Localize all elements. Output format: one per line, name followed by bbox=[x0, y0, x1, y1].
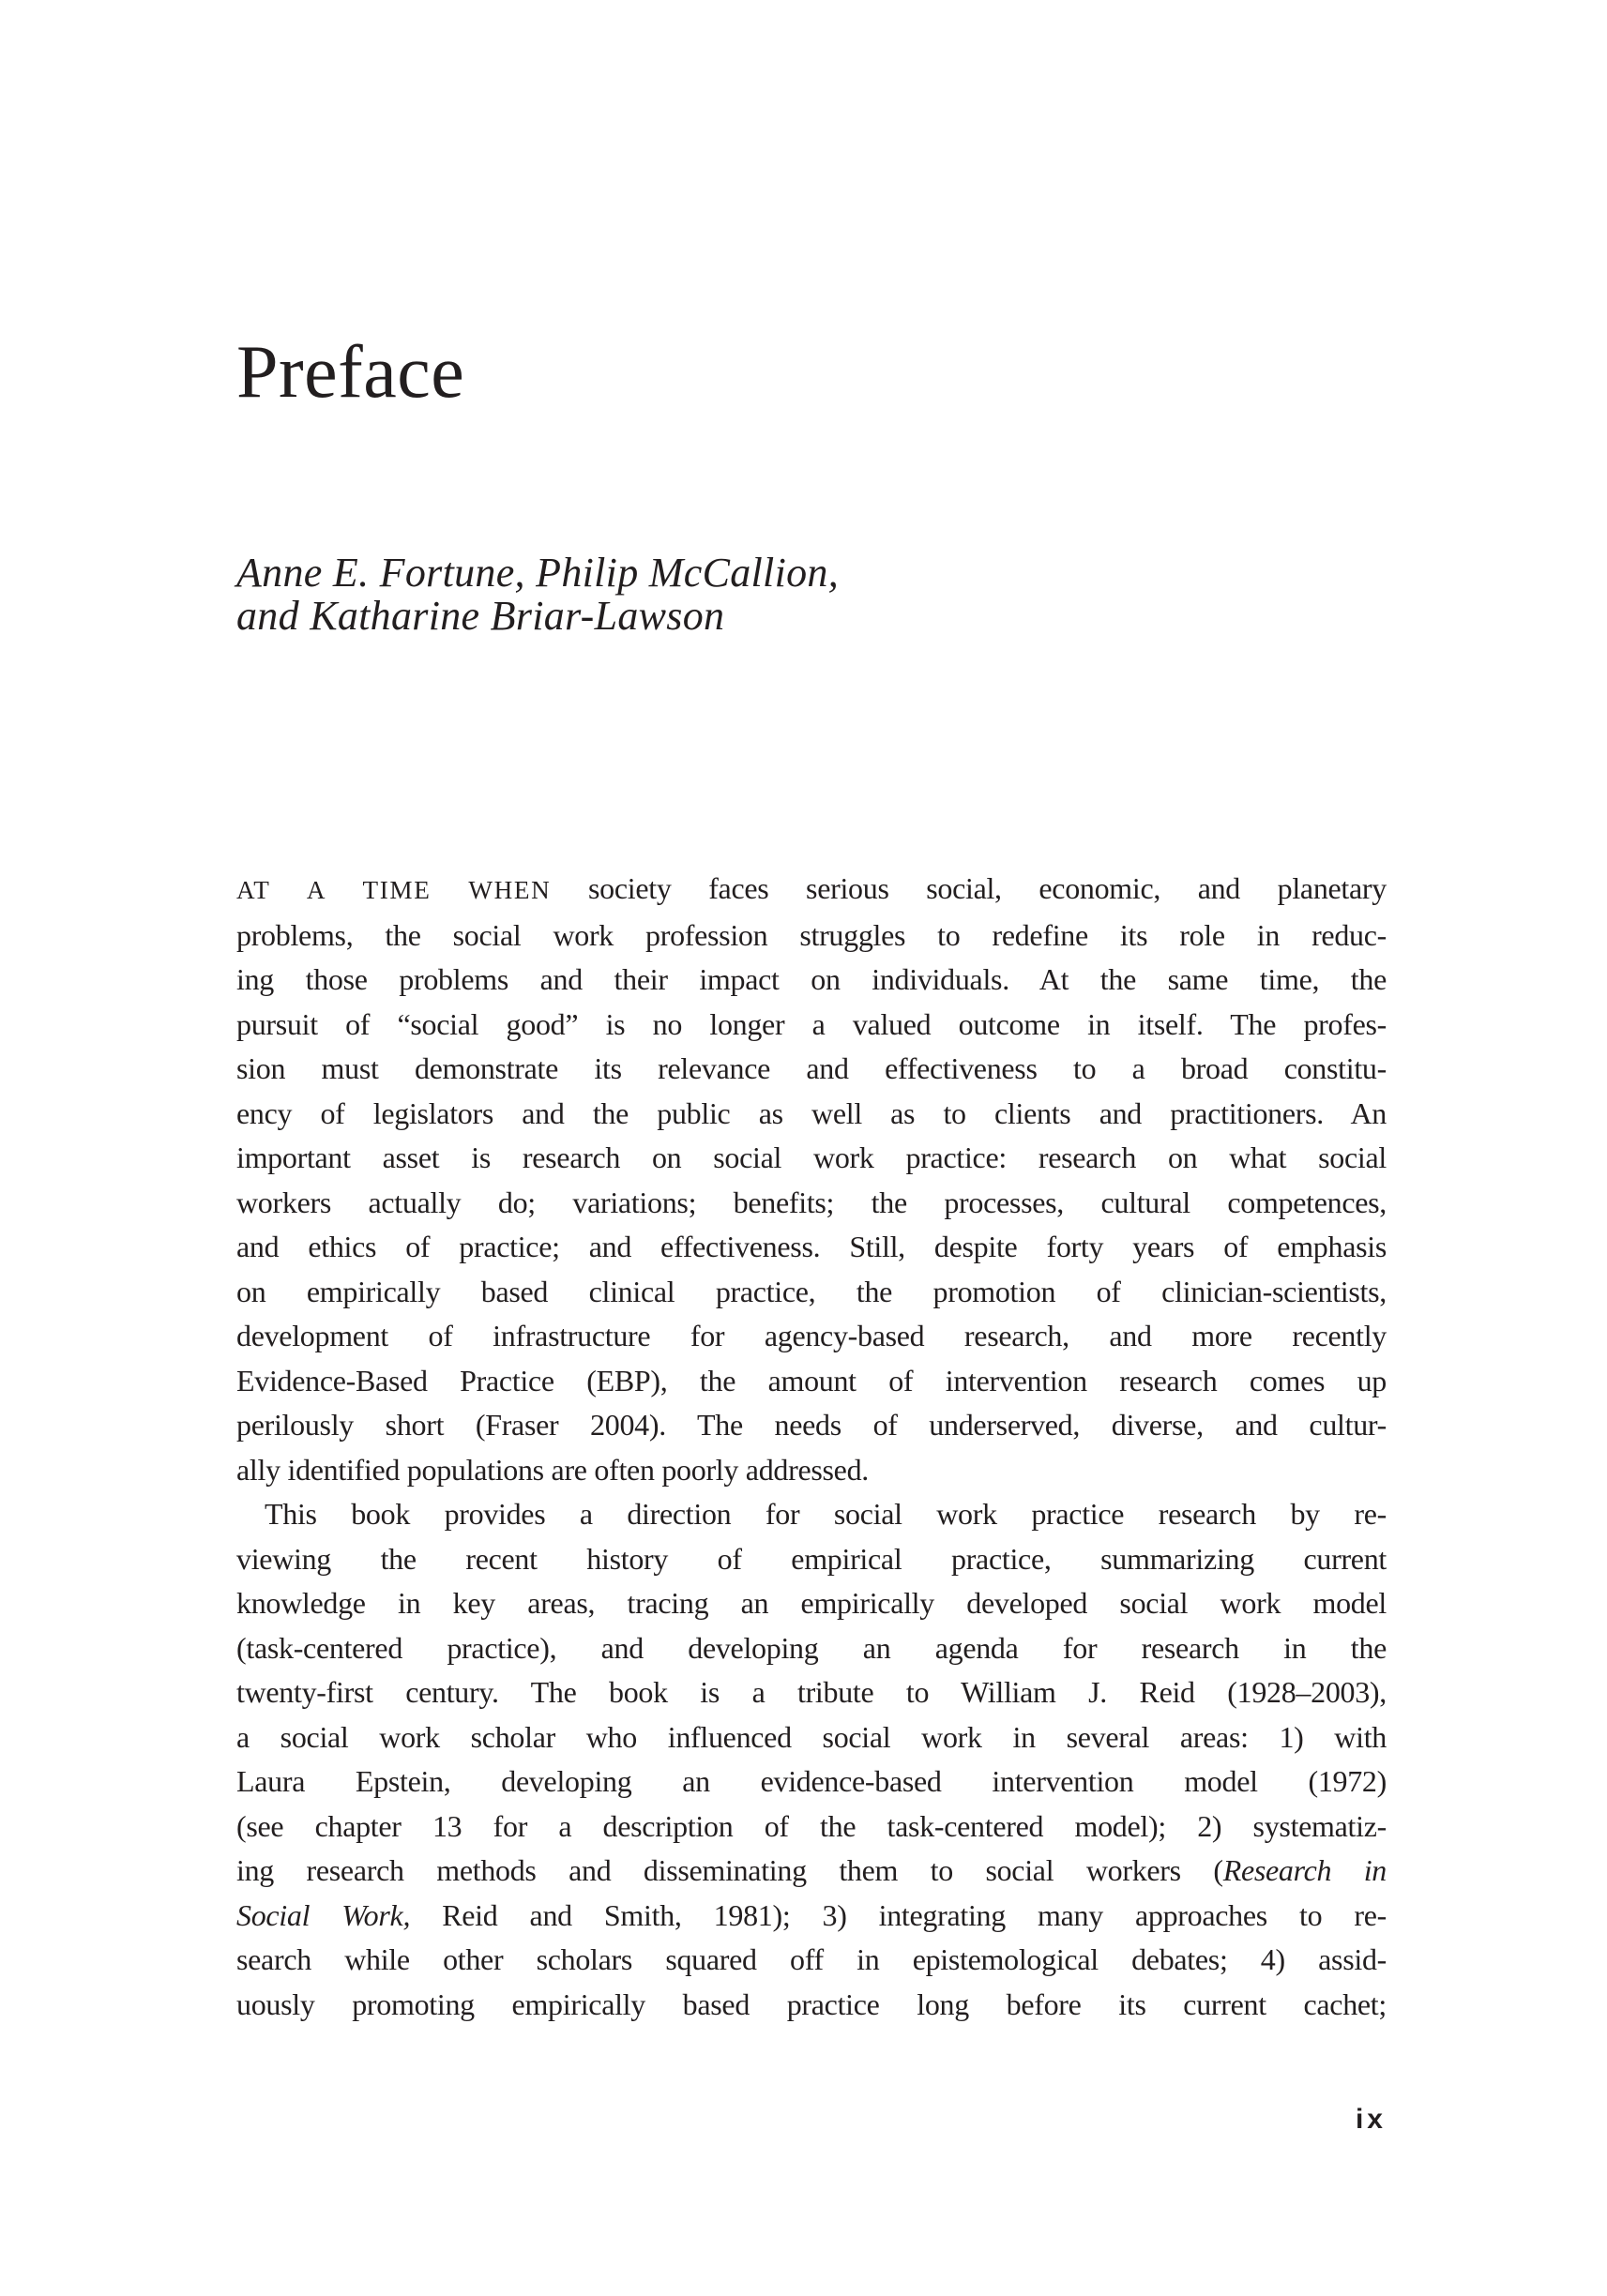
small-caps-lead: AT A TIME WHEN bbox=[236, 876, 552, 904]
text-line: twenty-first century. The book is a tribute to William J. Reid (1928–2003), bbox=[236, 1675, 1387, 1709]
text-line: pursuit of “social good” is no longer a valued outcome in itself. The profes- bbox=[236, 1006, 1387, 1041]
authors-block bbox=[236, 551, 839, 638]
text-line: sion must demonstrate its relevance and effectiveness to a broad constitu- bbox=[236, 1051, 1387, 1085]
text-line: problems, the social work profession struggles to redefine its role in reduc- bbox=[236, 917, 1387, 952]
text-line: viewing the recent history of empirical practice, summarizing current bbox=[236, 1541, 1387, 1576]
author-line: Anne E. Fortune, Philip McCallion, bbox=[236, 550, 839, 596]
text-line: ing those problems and their impact on individuals. At the same time, the bbox=[236, 962, 1387, 996]
body-text bbox=[236, 867, 1387, 2027]
italic-text: Research in bbox=[1222, 1853, 1387, 1887]
page-number: ix bbox=[1355, 2104, 1387, 2135]
author-line: and Katharine Briar-Lawson bbox=[236, 593, 725, 639]
text-line: Social Work, Reid and Smith, 1981); 3) integrating many approaches to re- bbox=[236, 1897, 1387, 1932]
text-line: This book provides a direction for social work practice research by re- bbox=[265, 1497, 1387, 1531]
text-line: uously promoting empirically based practice long before its current cachet; bbox=[236, 1986, 1387, 2021]
text-line: Laura Epstein, developing an evidence-based intervention model (1972) bbox=[236, 1764, 1387, 1798]
text-line: on empirically based clinical practice, the promotion of clinician-scientists, bbox=[236, 1274, 1387, 1308]
paragraph bbox=[236, 867, 1387, 1492]
text-line: ally identified populations are often poorly addressed. bbox=[236, 1452, 869, 1487]
paragraph bbox=[236, 1492, 1387, 2027]
text-line: workers actually do; variations; benefits; the processes, cultural competences, bbox=[236, 1185, 1387, 1219]
text-line: important asset is research on social work practice: research on what social bbox=[236, 1140, 1387, 1174]
text-line: (see chapter 13 for a description of the task-centered model); 2) systematiz- bbox=[236, 1808, 1387, 1843]
text-line: ency of legislators and the public as well as to clients and practitioners. An bbox=[236, 1095, 1387, 1130]
text-line: knowledge in key areas, tracing an empirically developed social work model bbox=[236, 1586, 1387, 1620]
text-line: (task-centered practice), and developing an agenda for research in the bbox=[236, 1630, 1387, 1665]
page-title: Preface bbox=[236, 331, 465, 414]
text-line: Evidence-Based Practice (EBP), the amount of intervention research comes up bbox=[236, 1363, 1387, 1397]
italic-text: Social Work, bbox=[236, 1897, 411, 1932]
text-line: a social work scholar who influenced social work in several areas: 1) with bbox=[236, 1719, 1387, 1754]
text-line: ing research methods and disseminating them to social workers (Research in bbox=[236, 1853, 1387, 1887]
text-line: perilously short (Fraser 2004). The needs of underserved, diverse, and cultur- bbox=[236, 1408, 1387, 1442]
text-line: search while other scholars squared off in epistemological debates; 4) assid- bbox=[236, 1942, 1387, 1976]
text-line: AT A TIME WHEN society faces serious social, economic, and planetary bbox=[236, 871, 1387, 905]
text-line: development of infrastructure for agency-based research, and more recently bbox=[236, 1319, 1387, 1352]
text-line: and ethics of practice; and effectiveness. Still, despite forty years of emphasis bbox=[236, 1230, 1387, 1263]
